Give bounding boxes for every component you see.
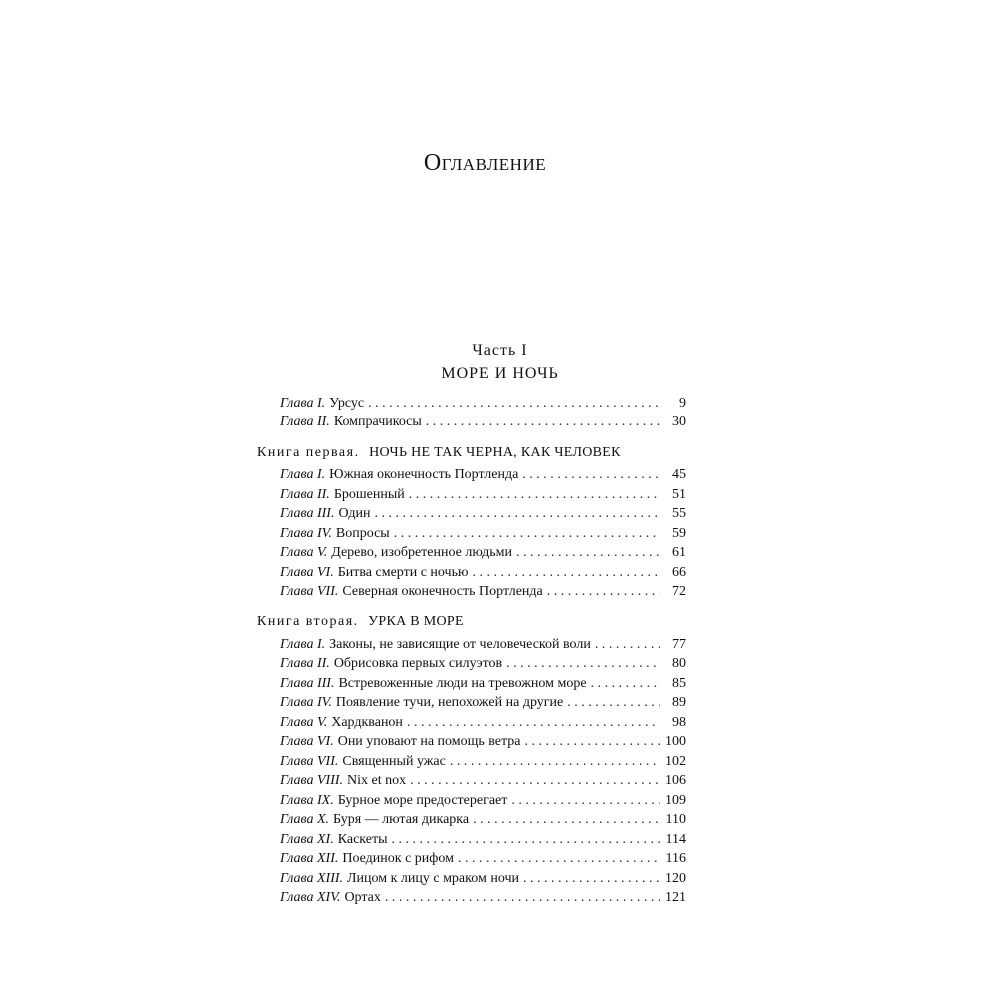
book-title: НОЧЬ НЕ ТАК ЧЕРНА, КАК ЧЕЛОВЕК bbox=[369, 445, 621, 460]
chapter-title: Священный ужас bbox=[342, 754, 446, 769]
page-number: 110 bbox=[665, 812, 686, 827]
chapter-title: Дерево, изобретенное людьми bbox=[331, 545, 512, 560]
dot-leader bbox=[511, 791, 660, 811]
dot-leader bbox=[375, 504, 660, 524]
chapter-title: Обрисовка первых силуэтов bbox=[333, 656, 503, 671]
page-number: 59 bbox=[672, 526, 686, 541]
book-heading bbox=[0, 443, 1000, 465]
chapter-label: Глава II. bbox=[280, 414, 330, 429]
page-number: 109 bbox=[665, 793, 686, 808]
dot-leader bbox=[523, 869, 660, 889]
dot-leader bbox=[547, 582, 660, 602]
chapter-title: Компрачикосы bbox=[333, 414, 422, 429]
toc-entry bbox=[280, 869, 686, 889]
toc-entry bbox=[280, 693, 686, 713]
chapter-label: Глава VII. bbox=[280, 754, 339, 769]
dot-leader bbox=[525, 732, 660, 752]
dot-leader bbox=[394, 524, 660, 544]
toc-entry bbox=[280, 635, 686, 655]
page-number: 80 bbox=[672, 656, 686, 671]
page-number: 98 bbox=[672, 715, 686, 730]
chapter-label: Глава VII. bbox=[280, 584, 339, 599]
toc-entry bbox=[280, 888, 686, 908]
dot-leader bbox=[473, 810, 660, 830]
dot-leader bbox=[407, 713, 660, 733]
chapter-label: Глава II. bbox=[280, 487, 330, 502]
dot-leader bbox=[458, 849, 660, 869]
dot-leader bbox=[516, 543, 660, 563]
chapter-title: Они уповают на помощь ветра bbox=[337, 734, 521, 749]
page-number: 55 bbox=[672, 506, 686, 521]
page-number: 100 bbox=[665, 734, 686, 749]
chapter-title: Каскеты bbox=[337, 832, 388, 847]
part-label: Часть I bbox=[472, 342, 528, 359]
chapter-label: Глава X. bbox=[280, 812, 330, 827]
page-number: 102 bbox=[665, 754, 686, 769]
chapter-label: Глава VIII. bbox=[280, 773, 344, 788]
dot-leader bbox=[567, 693, 660, 713]
toc-entry bbox=[280, 504, 686, 524]
book-label: Книга первая. bbox=[257, 445, 360, 460]
dot-leader bbox=[409, 485, 660, 505]
chapter-label: Глава VI. bbox=[280, 565, 334, 580]
dot-leader bbox=[506, 654, 660, 674]
chapter-label: Глава I. bbox=[280, 467, 326, 482]
toc-entry bbox=[280, 412, 686, 432]
page-number: 120 bbox=[665, 871, 686, 886]
chapter-label: Глава XI. bbox=[280, 832, 334, 847]
chapter-label: Глава IV. bbox=[280, 526, 332, 541]
dot-leader bbox=[426, 412, 660, 432]
toc-entry bbox=[280, 465, 686, 485]
chapter-label: Глава IV. bbox=[280, 695, 332, 710]
toc-entry bbox=[280, 674, 686, 694]
book-heading bbox=[0, 612, 1000, 634]
chapter-label: Глава VI. bbox=[280, 734, 334, 749]
chapter-title: Поединок с рифом bbox=[342, 851, 454, 866]
toc-entry bbox=[280, 791, 686, 811]
chapter-title: Урсус bbox=[329, 396, 365, 411]
chapter-title: Nix et nox bbox=[347, 773, 407, 788]
toc-entry bbox=[280, 485, 686, 505]
chapter-label: Глава IX. bbox=[280, 793, 334, 808]
page-number: 61 bbox=[672, 545, 686, 560]
page-number: 45 bbox=[672, 467, 686, 482]
page-number: 51 bbox=[672, 487, 686, 502]
toc-entry bbox=[280, 582, 686, 602]
page-title: Оглавление bbox=[423, 150, 547, 176]
chapter-title: Бурное море предостерегает bbox=[337, 793, 508, 808]
dot-leader bbox=[391, 830, 660, 850]
chapter-label: Глава V. bbox=[280, 545, 328, 560]
book-label: Книга вторая. bbox=[257, 614, 359, 629]
toc-entry bbox=[280, 713, 686, 733]
chapter-label: Глава III. bbox=[280, 676, 335, 691]
chapter-label: Глава V. bbox=[280, 715, 328, 730]
page-number: 30 bbox=[672, 414, 686, 429]
page-number: 116 bbox=[665, 851, 686, 866]
toc-entry bbox=[280, 752, 686, 772]
chapter-title: Южная оконечность Портленда bbox=[329, 467, 519, 482]
chapter-title: Ортах bbox=[344, 890, 381, 905]
dot-leader bbox=[522, 465, 660, 485]
chapter-title: Один bbox=[338, 506, 371, 521]
chapter-title: Лицом к лицу с мраком ночи bbox=[347, 871, 519, 886]
chapter-title: Северная оконечность Портленда bbox=[342, 584, 543, 599]
page-number: 66 bbox=[672, 565, 686, 580]
chapter-label: Глава I. bbox=[280, 396, 326, 411]
chapter-title: Законы, не зависящие от человеческой воли bbox=[329, 637, 591, 652]
toc-entry bbox=[280, 394, 686, 414]
dot-leader bbox=[472, 563, 660, 583]
chapter-title: Брошенный bbox=[333, 487, 405, 502]
dot-leader bbox=[368, 394, 660, 414]
toc-entry bbox=[280, 849, 686, 869]
toc-entry bbox=[280, 810, 686, 830]
toc-entry bbox=[280, 524, 686, 544]
chapter-label: Глава XII. bbox=[280, 851, 339, 866]
chapter-title: Вопросы bbox=[335, 526, 390, 541]
toc-entry bbox=[280, 830, 686, 850]
chapter-title: Встревоженные люди на тревожном море bbox=[338, 676, 587, 691]
book-title: УРКА В МОРЕ bbox=[368, 614, 464, 629]
dot-leader bbox=[591, 674, 660, 694]
page-number: 114 bbox=[665, 832, 686, 847]
chapter-title: Появление тучи, непохожей на другие bbox=[335, 695, 564, 710]
page-number: 9 bbox=[679, 396, 686, 411]
page-number: 121 bbox=[665, 890, 686, 905]
dot-leader bbox=[450, 752, 660, 772]
toc-entry bbox=[280, 543, 686, 563]
dot-leader bbox=[410, 771, 660, 791]
dot-leader bbox=[595, 635, 660, 655]
part-title: МОРЕ И НОЧЬ bbox=[441, 365, 559, 382]
chapter-label: Глава XIV. bbox=[280, 890, 341, 905]
chapter-label: Глава XIII. bbox=[280, 871, 344, 886]
toc-entry bbox=[280, 563, 686, 583]
chapter-label: Глава I. bbox=[280, 637, 326, 652]
toc-entry bbox=[280, 654, 686, 674]
chapter-label: Глава II. bbox=[280, 656, 330, 671]
toc-entry bbox=[280, 771, 686, 791]
page-number: 77 bbox=[672, 637, 686, 652]
page-number: 85 bbox=[672, 676, 686, 691]
page-number: 89 bbox=[672, 695, 686, 710]
toc-entry bbox=[280, 732, 686, 752]
chapter-title: Битва смерти с ночью bbox=[337, 565, 469, 580]
chapter-title: Буря — лютая дикарка bbox=[333, 812, 470, 827]
page-number: 106 bbox=[665, 773, 686, 788]
dot-leader bbox=[385, 888, 660, 908]
chapter-label: Глава III. bbox=[280, 506, 335, 521]
chapter-title: Хардкванон bbox=[331, 715, 403, 730]
page-number: 72 bbox=[672, 584, 686, 599]
